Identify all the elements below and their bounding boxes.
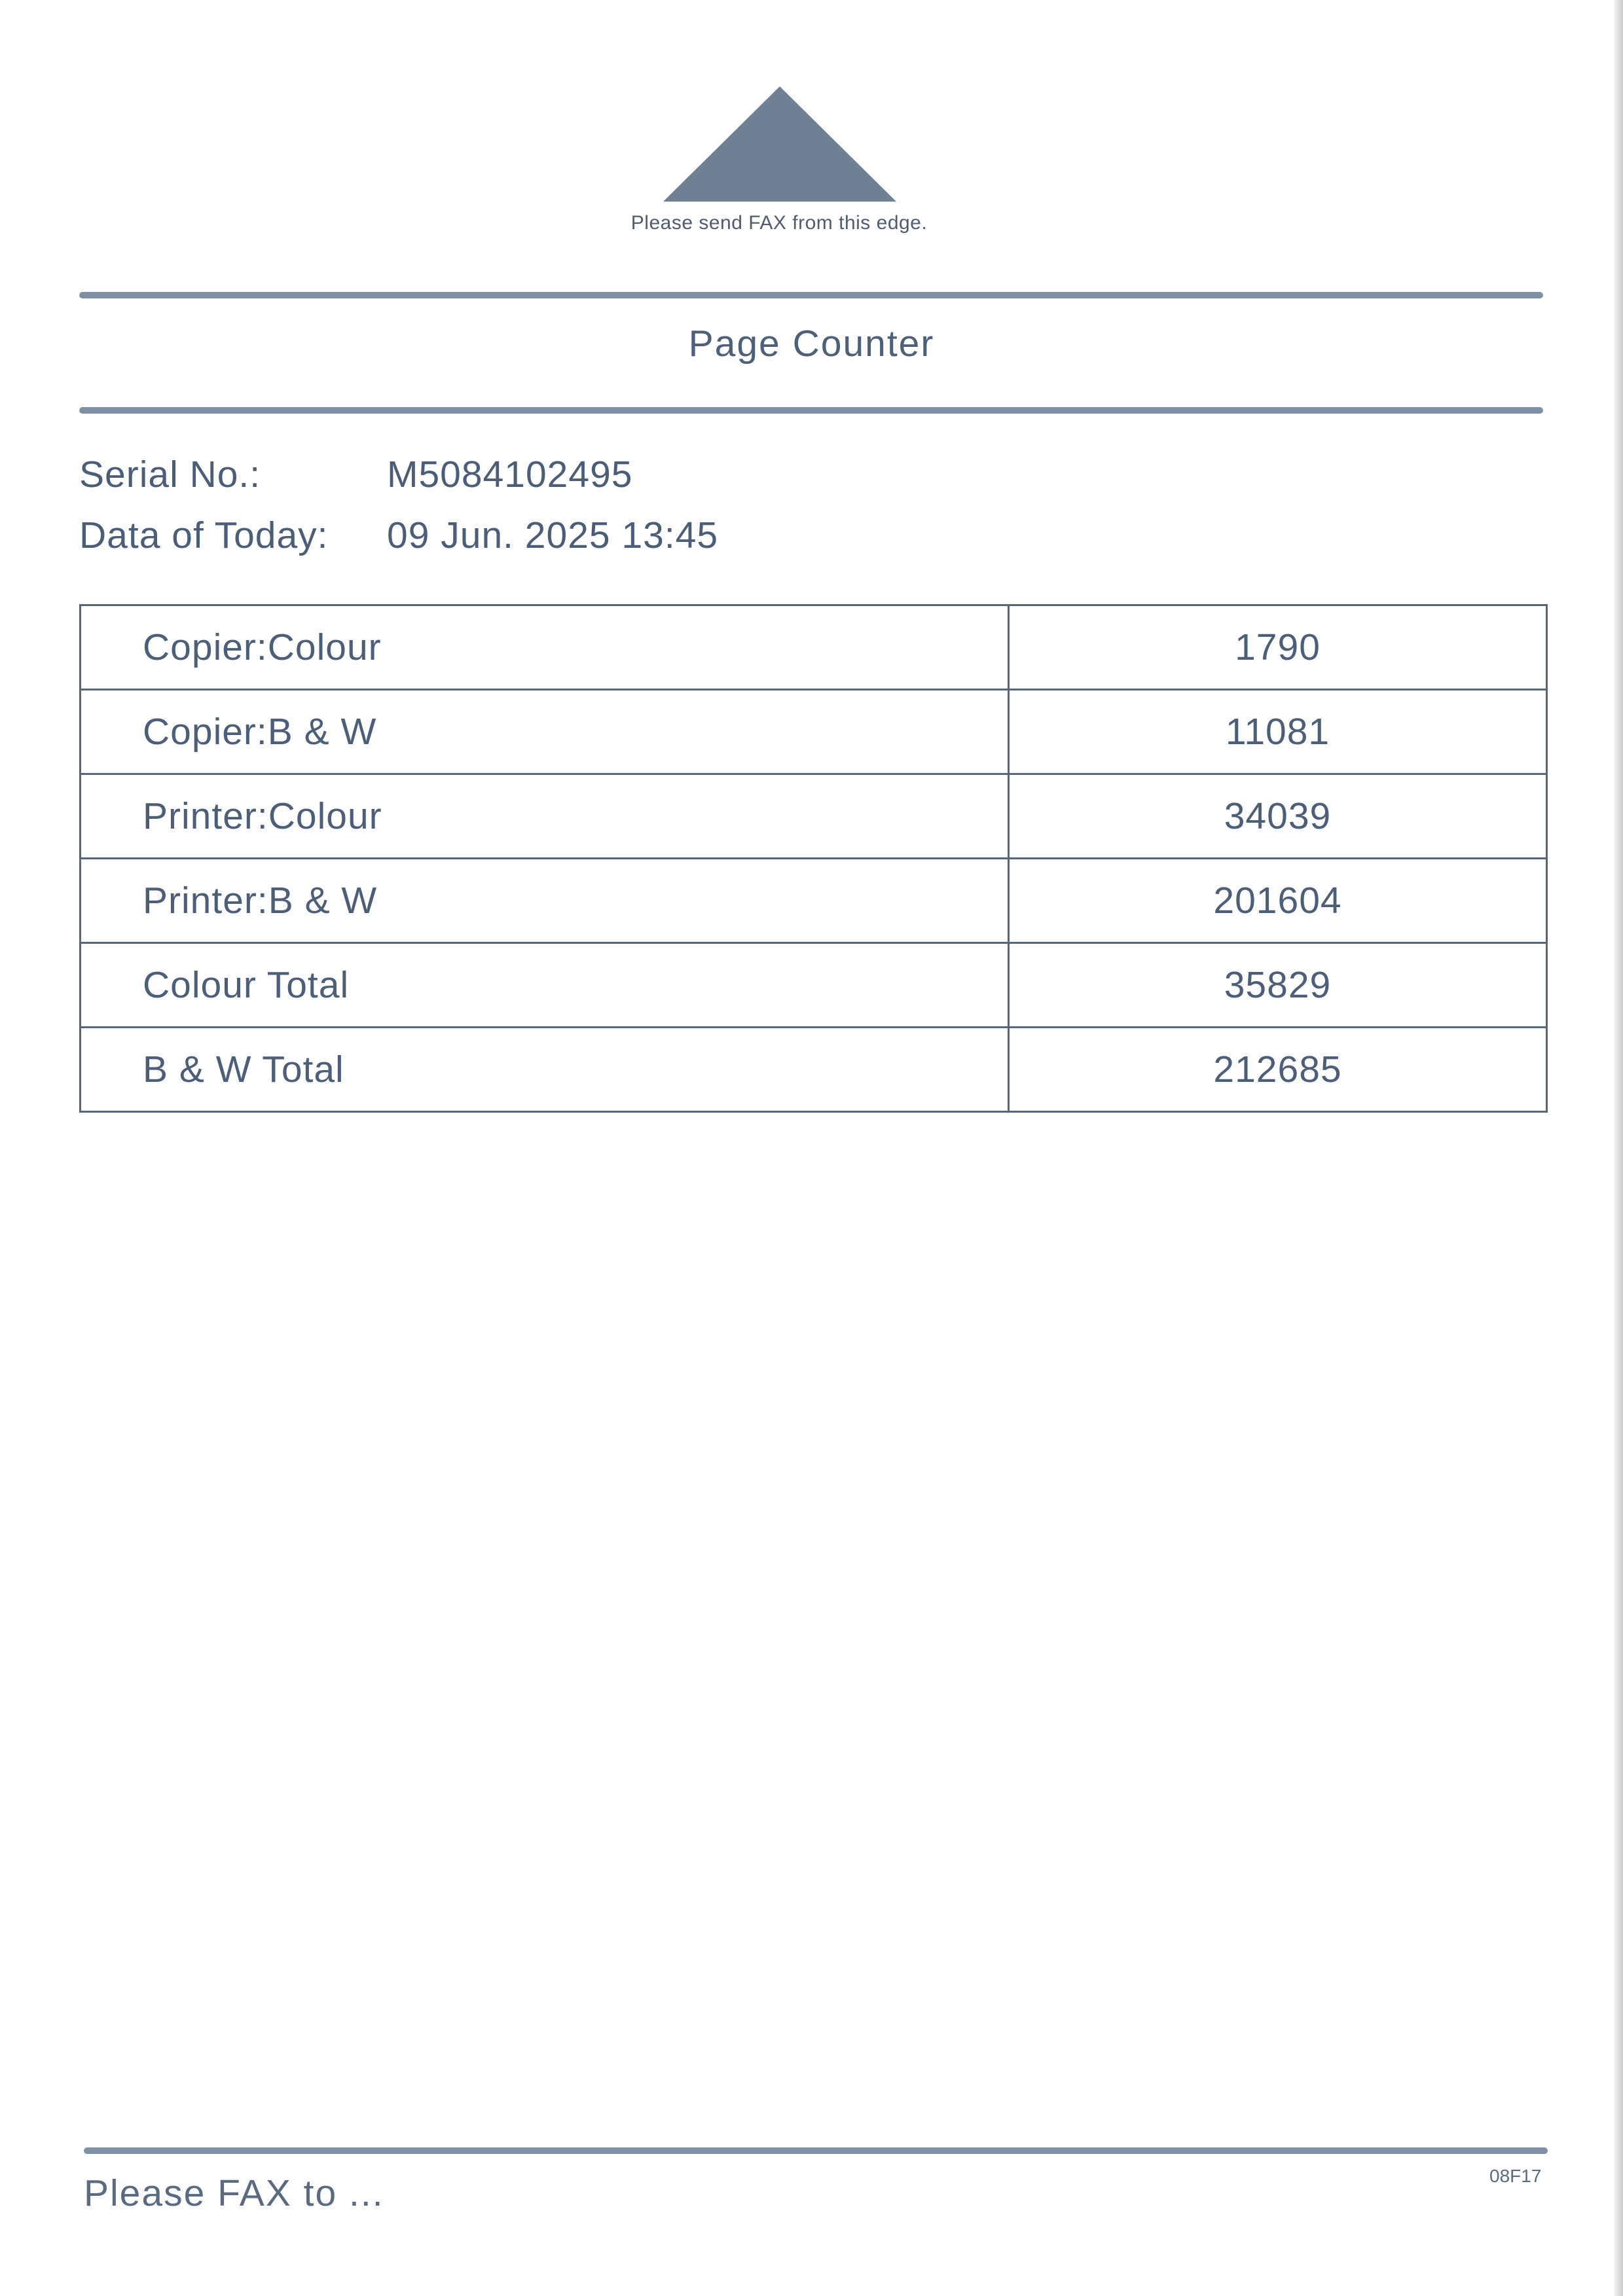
counter-value: 212685: [1009, 1028, 1547, 1112]
counter-name: Printer:B & W: [81, 859, 1009, 943]
counter-name: Colour Total: [81, 943, 1009, 1028]
counter-name: B & W Total: [81, 1028, 1009, 1112]
footer-divider: [84, 2147, 1548, 2154]
counter-value: 201604: [1009, 859, 1547, 943]
counter-value: 35829: [1009, 943, 1547, 1028]
header-divider-top: [79, 292, 1543, 298]
counter-value: 1790: [1009, 605, 1547, 690]
page-counter-table: [79, 604, 1548, 1113]
serial-number-label: Serial No.:: [79, 454, 261, 495]
table-row: [81, 943, 1547, 1028]
fax-edge-note: Please send FAX from this edge.: [630, 212, 928, 234]
counter-name: Printer:Colour: [81, 774, 1009, 859]
counter-value: 34039: [1009, 774, 1547, 859]
table-row: [81, 690, 1547, 774]
header-divider-bottom: [79, 407, 1543, 414]
counter-name: Copier:Colour: [81, 605, 1009, 690]
table-row: [81, 774, 1547, 859]
fax-to-line: Please FAX to ...: [84, 2172, 384, 2214]
counter-name: Copier:B & W: [81, 690, 1009, 774]
date-label: Data of Today:: [79, 514, 329, 556]
serial-number-value: M5084102495: [387, 454, 633, 495]
form-code: 08F17: [1489, 2166, 1542, 2186]
table-row: [81, 1028, 1547, 1112]
fax-edge-triangle-icon: [663, 86, 896, 202]
counter-value: 11081: [1009, 690, 1547, 774]
date-value: 09 Jun. 2025 13:45: [387, 514, 719, 556]
table-row: [81, 605, 1547, 690]
table-row: [81, 859, 1547, 943]
date-row: [79, 514, 718, 557]
page-title: Page Counter: [688, 323, 935, 365]
serial-number-row: [79, 453, 633, 496]
